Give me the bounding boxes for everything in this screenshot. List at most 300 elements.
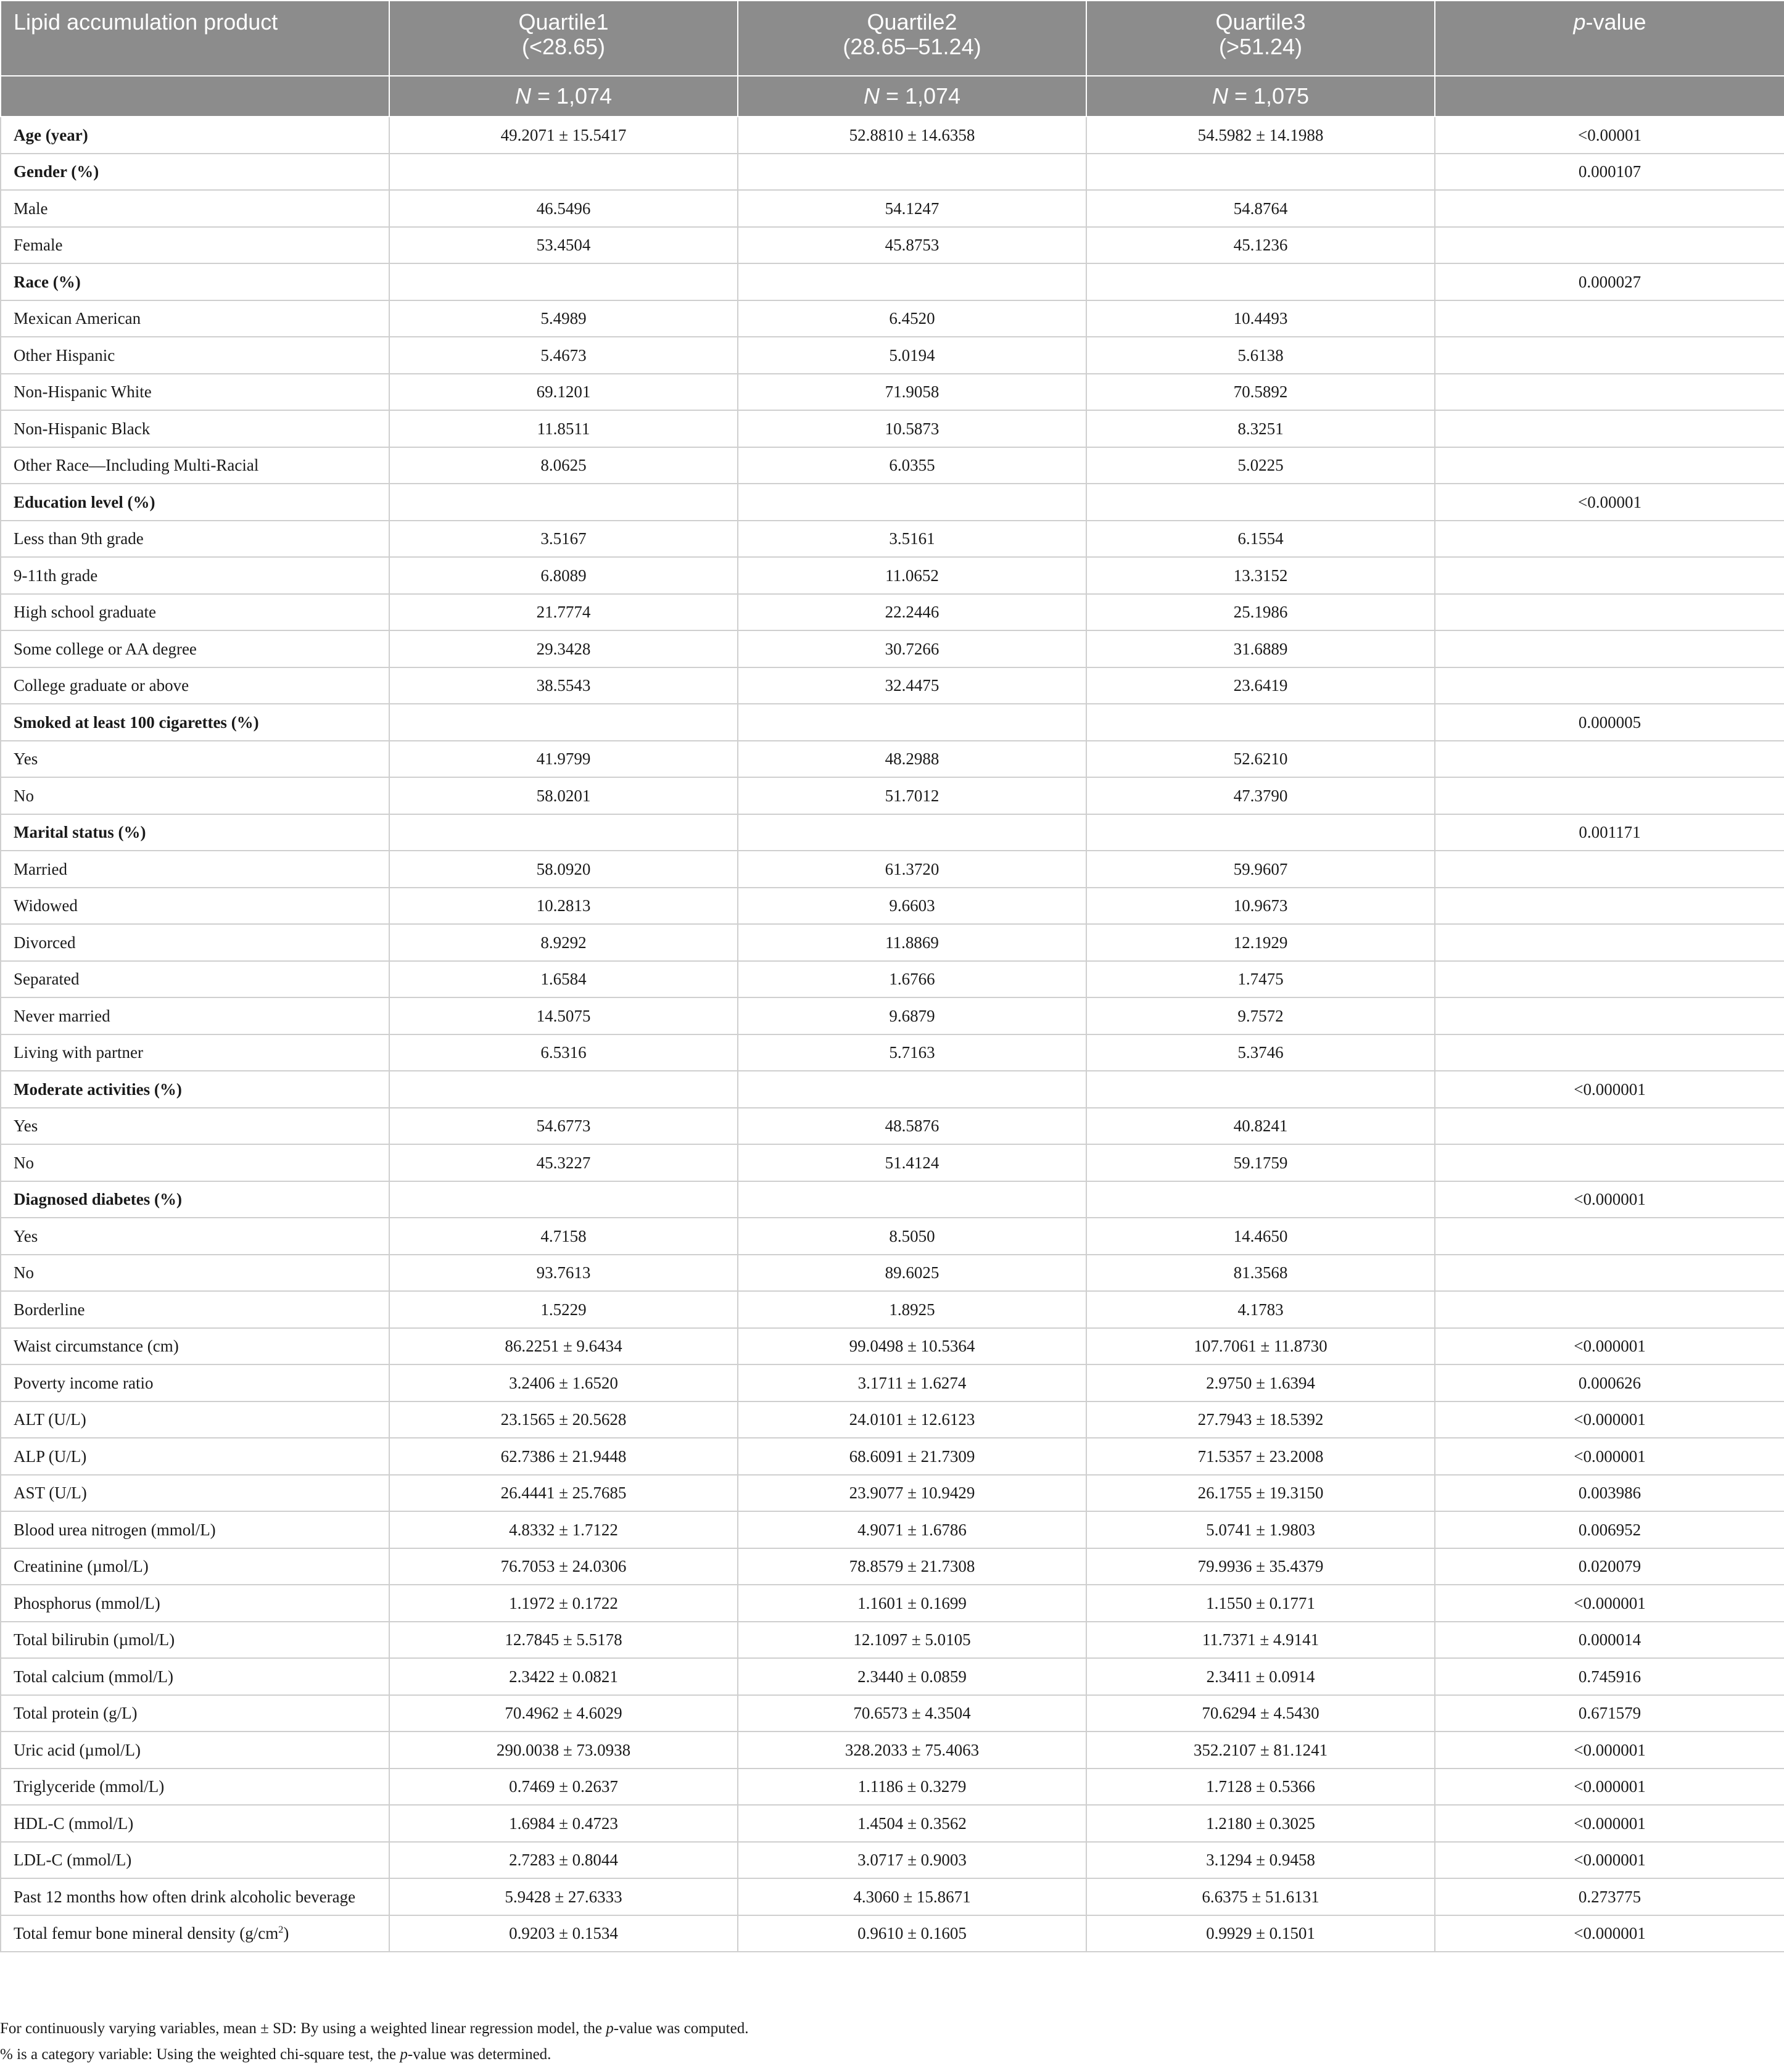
quartile1-cell: 1.5229 (389, 1291, 738, 1328)
row-label-text: Poverty income ratio (14, 1373, 154, 1392)
quartile3-cell: 45.1236 (1086, 227, 1435, 264)
row-label-text: Mexican American (14, 309, 141, 328)
quartile2-cell: 5.7163 (738, 1034, 1086, 1071)
row-label-text: Some college or AA degree (14, 639, 197, 658)
table-row (1, 1034, 1784, 1071)
quartile1-cell: 53.4504 (389, 227, 738, 264)
footnote-continuous (0, 2016, 748, 2042)
quartile1-cell: 0.9203 ± 0.1534 (389, 1915, 738, 1952)
row-label-text: Other Race—Including Multi-Racial (14, 456, 259, 475)
quartile1-cell: 45.3227 (389, 1144, 738, 1181)
quartile3-cell: 25.1986 (1086, 594, 1435, 631)
row-label-text: Waist circumstance (cm) (14, 1337, 179, 1356)
row-label (1, 741, 389, 778)
footnote-1-suffix: -value was computed. (613, 2020, 749, 2037)
pvalue-cell (1435, 594, 1784, 631)
row-label (1, 447, 389, 484)
row-label (1, 1695, 389, 1732)
row-label (1, 997, 389, 1034)
table-row (1, 1401, 1784, 1438)
quartile2-cell: 1.6766 (738, 961, 1086, 998)
table-row (1, 1255, 1784, 1292)
table-row (1, 1511, 1784, 1548)
quartile2-cell: 1.4504 ± 0.3562 (738, 1805, 1086, 1842)
quartile3-cell: 31.6889 (1086, 630, 1435, 667)
quartile2-cell: 68.6091 ± 21.7309 (738, 1438, 1086, 1475)
header-lap (1, 1, 389, 76)
quartile3-cell: 79.9936 ± 35.4379 (1086, 1548, 1435, 1585)
row-label (1, 1034, 389, 1071)
n-label: N (514, 83, 531, 109)
n2-value: = 1,074 (879, 83, 961, 109)
quartile2-cell: 61.3720 (738, 851, 1086, 888)
quartile3-cell (1086, 154, 1435, 191)
pvalue-cell (1435, 630, 1784, 667)
quartile1-cell: 1.6984 ± 0.4723 (389, 1805, 738, 1842)
quartile1-cell: 2.7283 ± 0.8044 (389, 1842, 738, 1879)
quartile2-cell: 11.8869 (738, 924, 1086, 961)
row-label (1, 1585, 389, 1622)
quartile3-cell: 1.2180 ± 0.3025 (1086, 1805, 1435, 1842)
pvalue-cell: 0.000014 (1435, 1622, 1784, 1659)
pvalue-cell (1435, 888, 1784, 925)
pvalue-cell (1435, 997, 1784, 1034)
quartile2-cell: 1.1186 ± 0.3279 (738, 1769, 1086, 1806)
row-label (1, 1364, 389, 1401)
table-row (1, 300, 1784, 337)
table-row (1, 1328, 1784, 1365)
row-label (1, 1328, 389, 1365)
quartile1-cell: 41.9799 (389, 741, 738, 778)
quartile1-cell: 49.2071 ± 15.5417 (389, 117, 738, 154)
header-quartile2-range: (28.65–51.24) (843, 34, 981, 59)
header-lap-text: Lipid accumulation product (14, 9, 278, 35)
quartile1-cell: 29.3428 (389, 630, 738, 667)
quartile1-cell: 290.0038 ± 73.0938 (389, 1731, 738, 1769)
header-quartile1-name: Quartile1 (518, 9, 609, 35)
footnote-1-p: p (606, 2020, 614, 2037)
row-label (1, 1731, 389, 1769)
quartile3-cell: 11.7371 ± 4.9141 (1086, 1622, 1435, 1659)
row-label-text: Widowed (14, 896, 78, 915)
table-row (1, 557, 1784, 594)
row-label (1, 1181, 389, 1218)
row-label-text: Borderline (14, 1300, 85, 1319)
table-row (1, 374, 1784, 411)
pvalue-cell: 0.003986 (1435, 1475, 1784, 1512)
row-label (1, 374, 389, 411)
header-n1 (389, 76, 738, 117)
quartile1-cell: 3.2406 ± 1.6520 (389, 1364, 738, 1401)
quartile2-cell: 89.6025 (738, 1255, 1086, 1292)
table-row (1, 1622, 1784, 1659)
n3-value: = 1,075 (1228, 83, 1310, 109)
quartile3-cell: 5.0225 (1086, 447, 1435, 484)
table-row (1, 924, 1784, 961)
table-row (1, 1805, 1784, 1842)
row-label-superscript: 2 (278, 1924, 284, 1936)
quartile3-cell: 5.3746 (1086, 1034, 1435, 1071)
quartile2-cell: 9.6879 (738, 997, 1086, 1034)
header-quartile2-name: Quartile2 (867, 9, 957, 35)
table-row (1, 227, 1784, 264)
table-row (1, 851, 1784, 888)
table-row (1, 1438, 1784, 1475)
pvalue-cell (1435, 1255, 1784, 1292)
quartile1-cell: 5.9428 ± 27.6333 (389, 1878, 738, 1915)
row-label-text: High school graduate (14, 603, 156, 622)
pvalue-cell: 0.000005 (1435, 704, 1784, 741)
quartile1-cell: 8.0625 (389, 447, 738, 484)
quartile1-cell (389, 154, 738, 191)
pvalue-cell (1435, 667, 1784, 704)
quartile2-cell: 4.9071 ± 1.6786 (738, 1511, 1086, 1548)
pvalue-cell: <0.000001 (1435, 1769, 1784, 1806)
row-label-text: ALP (U/L) (14, 1447, 87, 1466)
header-n-pvalue-empty (1435, 76, 1784, 117)
pvalue-cell (1435, 1144, 1784, 1181)
row-label (1, 961, 389, 998)
pvalue-cell: 0.000107 (1435, 154, 1784, 191)
quartile1-cell (389, 1181, 738, 1218)
header-pvalue (1435, 1, 1784, 76)
quartile2-cell: 3.1711 ± 1.6274 (738, 1364, 1086, 1401)
quartile3-cell: 9.7572 (1086, 997, 1435, 1034)
quartile3-cell (1086, 1071, 1435, 1108)
quartile3-cell: 352.2107 ± 81.1241 (1086, 1731, 1435, 1769)
header-n-row (1, 76, 1784, 117)
quartile2-cell: 8.5050 (738, 1218, 1086, 1255)
row-label (1, 814, 389, 851)
quartile1-cell: 69.1201 (389, 374, 738, 411)
quartile1-cell: 6.5316 (389, 1034, 738, 1071)
row-label-text: Education level (%) (14, 492, 155, 511)
header-quartile3-range: (>51.24) (1218, 34, 1303, 59)
row-label (1, 777, 389, 814)
quartile3-cell: 107.7061 ± 11.8730 (1086, 1328, 1435, 1365)
table-row (1, 667, 1784, 704)
row-label (1, 1071, 389, 1108)
pvalue-cell: 0.006952 (1435, 1511, 1784, 1548)
header-quartile1-range: (<28.65) (521, 34, 606, 59)
pvalue-cell: <0.00001 (1435, 484, 1784, 521)
quartile2-cell (738, 1181, 1086, 1218)
quartile3-cell: 8.3251 (1086, 410, 1435, 447)
row-label-text: Triglyceride (mmol/L) (14, 1777, 165, 1796)
row-label-text: Divorced (14, 933, 76, 952)
pvalue-cell (1435, 337, 1784, 374)
row-label (1, 337, 389, 374)
table-row (1, 997, 1784, 1034)
pvalue-cell (1435, 557, 1784, 594)
row-label (1, 227, 389, 264)
quartile3-cell (1086, 1181, 1435, 1218)
table-row (1, 1731, 1784, 1769)
row-label (1, 1144, 389, 1181)
quartile2-cell (738, 704, 1086, 741)
quartile3-cell: 13.3152 (1086, 557, 1435, 594)
pvalue-cell (1435, 777, 1784, 814)
table-row (1, 1695, 1784, 1732)
pvalue-cell: <0.000001 (1435, 1915, 1784, 1952)
row-label-text: Total bilirubin (µmol/L) (14, 1630, 175, 1649)
quartile2-cell: 32.4475 (738, 667, 1086, 704)
quartile3-cell: 12.1929 (1086, 924, 1435, 961)
row-label (1, 888, 389, 925)
quartile2-cell: 71.9058 (738, 374, 1086, 411)
header-quartile3 (1086, 1, 1435, 76)
footnote-category (0, 2042, 748, 2068)
quartile3-cell: 6.1554 (1086, 521, 1435, 558)
footnote-2-prefix: % is a category variable: Using the weighted chi-square test, the (0, 2046, 400, 2063)
quartile3-cell: 2.3411 ± 0.0914 (1086, 1658, 1435, 1695)
table-row (1, 410, 1784, 447)
pvalue-cell: 0.273775 (1435, 1878, 1784, 1915)
row-label-text: Blood urea nitrogen (mmol/L) (14, 1520, 216, 1539)
quartile3-cell: 59.1759 (1086, 1144, 1435, 1181)
row-label-text: Marital status (%) (14, 823, 146, 842)
row-label (1, 1842, 389, 1879)
row-label (1, 1291, 389, 1328)
quartile3-cell: 14.4650 (1086, 1218, 1435, 1255)
quartile3-cell (1086, 484, 1435, 521)
row-label (1, 1108, 389, 1145)
row-label (1, 1401, 389, 1438)
quartile1-cell: 70.4962 ± 4.6029 (389, 1695, 738, 1732)
quartile1-cell: 0.7469 ± 0.2637 (389, 1769, 738, 1806)
row-label-suffix: ) (283, 1924, 289, 1943)
row-label-text: Female (14, 236, 63, 255)
quartile2-cell (738, 154, 1086, 191)
n-label: N (1212, 83, 1228, 109)
quartile1-cell: 26.4441 ± 25.7685 (389, 1475, 738, 1512)
table-row (1, 741, 1784, 778)
header-n2 (738, 76, 1086, 117)
row-label (1, 1475, 389, 1512)
quartile2-cell (738, 814, 1086, 851)
row-label-text: No (14, 1263, 34, 1282)
row-label (1, 154, 389, 191)
quartile1-cell: 86.2251 ± 9.6434 (389, 1328, 738, 1365)
pvalue-cell (1435, 1218, 1784, 1255)
quartile3-cell: 54.8764 (1086, 190, 1435, 227)
row-label (1, 924, 389, 961)
row-label (1, 851, 389, 888)
quartile3-cell: 3.1294 ± 0.9458 (1086, 1842, 1435, 1879)
row-label (1, 190, 389, 227)
quartile1-cell: 62.7386 ± 21.9448 (389, 1438, 738, 1475)
quartile3-cell: 23.6419 (1086, 667, 1435, 704)
table-row (1, 814, 1784, 851)
pvalue-cell (1435, 300, 1784, 337)
table-row (1, 777, 1784, 814)
quartile2-cell: 9.6603 (738, 888, 1086, 925)
quartile3-cell: 6.6375 ± 51.6131 (1086, 1878, 1435, 1915)
row-label-text: AST (U/L) (14, 1484, 87, 1503)
header-pvalue-p: p (1573, 9, 1586, 35)
quartile3-cell (1086, 704, 1435, 741)
pvalue-cell: <0.000001 (1435, 1438, 1784, 1475)
row-label (1, 300, 389, 337)
quartile2-cell: 51.4124 (738, 1144, 1086, 1181)
quartile3-cell: 0.9929 ± 0.1501 (1086, 1915, 1435, 1952)
row-label-text: Non-Hispanic Black (14, 419, 151, 438)
row-label-text: Separated (14, 970, 80, 989)
quartile1-cell (389, 704, 738, 741)
pvalue-cell (1435, 741, 1784, 778)
table-row (1, 961, 1784, 998)
row-label-text: Diagnosed diabetes (%) (14, 1190, 183, 1209)
table-row (1, 1585, 1784, 1622)
header-n-empty (1, 76, 389, 117)
pvalue-cell (1435, 227, 1784, 264)
table-row (1, 1878, 1784, 1915)
row-label (1, 521, 389, 558)
quartile2-cell: 48.5876 (738, 1108, 1086, 1145)
row-label-text: Total femur bone mineral density (g/cm (14, 1924, 279, 1943)
table-header (1, 1, 1784, 117)
row-label-text: LDL-C (mmol/L) (14, 1851, 132, 1870)
table-row (1, 1548, 1784, 1585)
table-row (1, 1364, 1784, 1401)
row-label-text: Yes (14, 1116, 38, 1136)
row-label (1, 667, 389, 704)
quartile2-cell: 11.0652 (738, 557, 1086, 594)
quartile2-cell: 6.0355 (738, 447, 1086, 484)
row-label-text: Phosphorus (mmol/L) (14, 1593, 160, 1612)
row-label-text: Gender (%) (14, 162, 99, 181)
quartile2-cell: 45.8753 (738, 227, 1086, 264)
table-row (1, 447, 1784, 484)
quartile2-cell: 3.0717 ± 0.9003 (738, 1842, 1086, 1879)
footnote-1-prefix: For continuously varying variables, mean ± SD: By using a weighted linear regression model, the (0, 2020, 606, 2037)
quartile1-cell: 3.5167 (389, 521, 738, 558)
pvalue-cell (1435, 190, 1784, 227)
quartile2-cell: 1.8925 (738, 1291, 1086, 1328)
quartile1-cell: 6.8089 (389, 557, 738, 594)
pvalue-cell: <0.00001 (1435, 117, 1784, 154)
row-label (1, 1658, 389, 1695)
table-row (1, 594, 1784, 631)
quartile1-cell: 14.5075 (389, 997, 738, 1034)
row-label (1, 1438, 389, 1475)
quartile3-cell: 10.9673 (1086, 888, 1435, 925)
row-label-text: Race (%) (14, 272, 81, 291)
quartile1-cell: 12.7845 ± 5.5178 (389, 1622, 738, 1659)
quartile2-cell (738, 484, 1086, 521)
quartile2-cell: 54.1247 (738, 190, 1086, 227)
pvalue-cell: <0.000001 (1435, 1805, 1784, 1842)
quartile1-cell: 38.5543 (389, 667, 738, 704)
row-label (1, 1255, 389, 1292)
header-row (1, 1, 1784, 76)
quartile3-cell: 26.1755 ± 19.3150 (1086, 1475, 1435, 1512)
quartile3-cell: 54.5982 ± 14.1988 (1086, 117, 1435, 154)
row-label-text: Creatinine (µmol/L) (14, 1557, 149, 1576)
pvalue-cell: 0.001171 (1435, 814, 1784, 851)
row-label-text: Less than 9th grade (14, 529, 144, 548)
quartile1-cell: 76.7053 ± 24.0306 (389, 1548, 738, 1585)
pvalue-cell (1435, 410, 1784, 447)
pvalue-cell (1435, 851, 1784, 888)
row-label (1, 1805, 389, 1842)
row-label (1, 1511, 389, 1548)
footnote-2-p: p (400, 2046, 408, 2063)
quartile3-cell: 5.6138 (1086, 337, 1435, 374)
table-row (1, 630, 1784, 667)
row-label-text: Uric acid (µmol/L) (14, 1740, 141, 1759)
quartile1-cell: 58.0201 (389, 777, 738, 814)
quartile2-cell: 3.5161 (738, 521, 1086, 558)
quartile1-cell: 1.1972 ± 0.1722 (389, 1585, 738, 1622)
row-label-text: Yes (14, 1226, 38, 1245)
quartile2-cell: 51.7012 (738, 777, 1086, 814)
pvalue-cell: <0.000001 (1435, 1585, 1784, 1622)
row-label (1, 117, 389, 154)
quartile2-cell: 0.9610 ± 0.1605 (738, 1915, 1086, 1952)
quartile2-cell: 2.3440 ± 0.0859 (738, 1658, 1086, 1695)
quartile2-cell: 24.0101 ± 12.6123 (738, 1401, 1086, 1438)
quartile1-cell: 10.2813 (389, 888, 738, 925)
pvalue-cell: <0.000001 (1435, 1181, 1784, 1218)
pvalue-cell: <0.000001 (1435, 1071, 1784, 1108)
quartile3-cell: 27.7943 ± 18.5392 (1086, 1401, 1435, 1438)
pvalue-cell: 0.020079 (1435, 1548, 1784, 1585)
quartile1-cell: 2.3422 ± 0.0821 (389, 1658, 738, 1695)
table-row (1, 1108, 1784, 1145)
quartile1-cell: 4.7158 (389, 1218, 738, 1255)
pvalue-cell (1435, 1108, 1784, 1145)
pvalue-cell (1435, 961, 1784, 998)
quartile2-cell: 6.4520 (738, 300, 1086, 337)
row-label (1, 1769, 389, 1806)
table-row (1, 190, 1784, 227)
row-label (1, 1878, 389, 1915)
row-label (1, 630, 389, 667)
quartile3-cell: 2.9750 ± 1.6394 (1086, 1364, 1435, 1401)
quartile3-cell: 81.3568 (1086, 1255, 1435, 1292)
quartile3-cell (1086, 263, 1435, 300)
table-footnotes (0, 2016, 748, 2068)
table-body (1, 117, 1784, 1952)
quartile3-cell: 1.1550 ± 0.1771 (1086, 1585, 1435, 1622)
quartile1-cell: 93.7613 (389, 1255, 738, 1292)
row-label-text: Never married (14, 1006, 110, 1025)
table-row (1, 263, 1784, 300)
table-row (1, 484, 1784, 521)
quartile3-cell: 70.5892 (1086, 374, 1435, 411)
quartile2-cell: 1.1601 ± 0.1699 (738, 1585, 1086, 1622)
table-row (1, 888, 1784, 925)
table-row (1, 1769, 1784, 1806)
pvalue-cell: 0.000027 (1435, 263, 1784, 300)
pvalue-cell: <0.000001 (1435, 1842, 1784, 1879)
quartile1-cell (389, 814, 738, 851)
header-quartile2 (738, 1, 1086, 76)
pvalue-cell (1435, 374, 1784, 411)
table-row (1, 1181, 1784, 1218)
row-label (1, 1622, 389, 1659)
quartile1-cell: 4.8332 ± 1.7122 (389, 1511, 738, 1548)
row-label-text: Total protein (g/L) (14, 1704, 138, 1723)
quartile1-cell: 5.4989 (389, 300, 738, 337)
row-label-text: HDL-C (mmol/L) (14, 1814, 134, 1833)
pvalue-cell: <0.000001 (1435, 1401, 1784, 1438)
pvalue-cell: 0.000626 (1435, 1364, 1784, 1401)
row-label (1, 1548, 389, 1585)
quartile3-cell: 4.1783 (1086, 1291, 1435, 1328)
header-pvalue-rest: -value (1585, 9, 1646, 35)
